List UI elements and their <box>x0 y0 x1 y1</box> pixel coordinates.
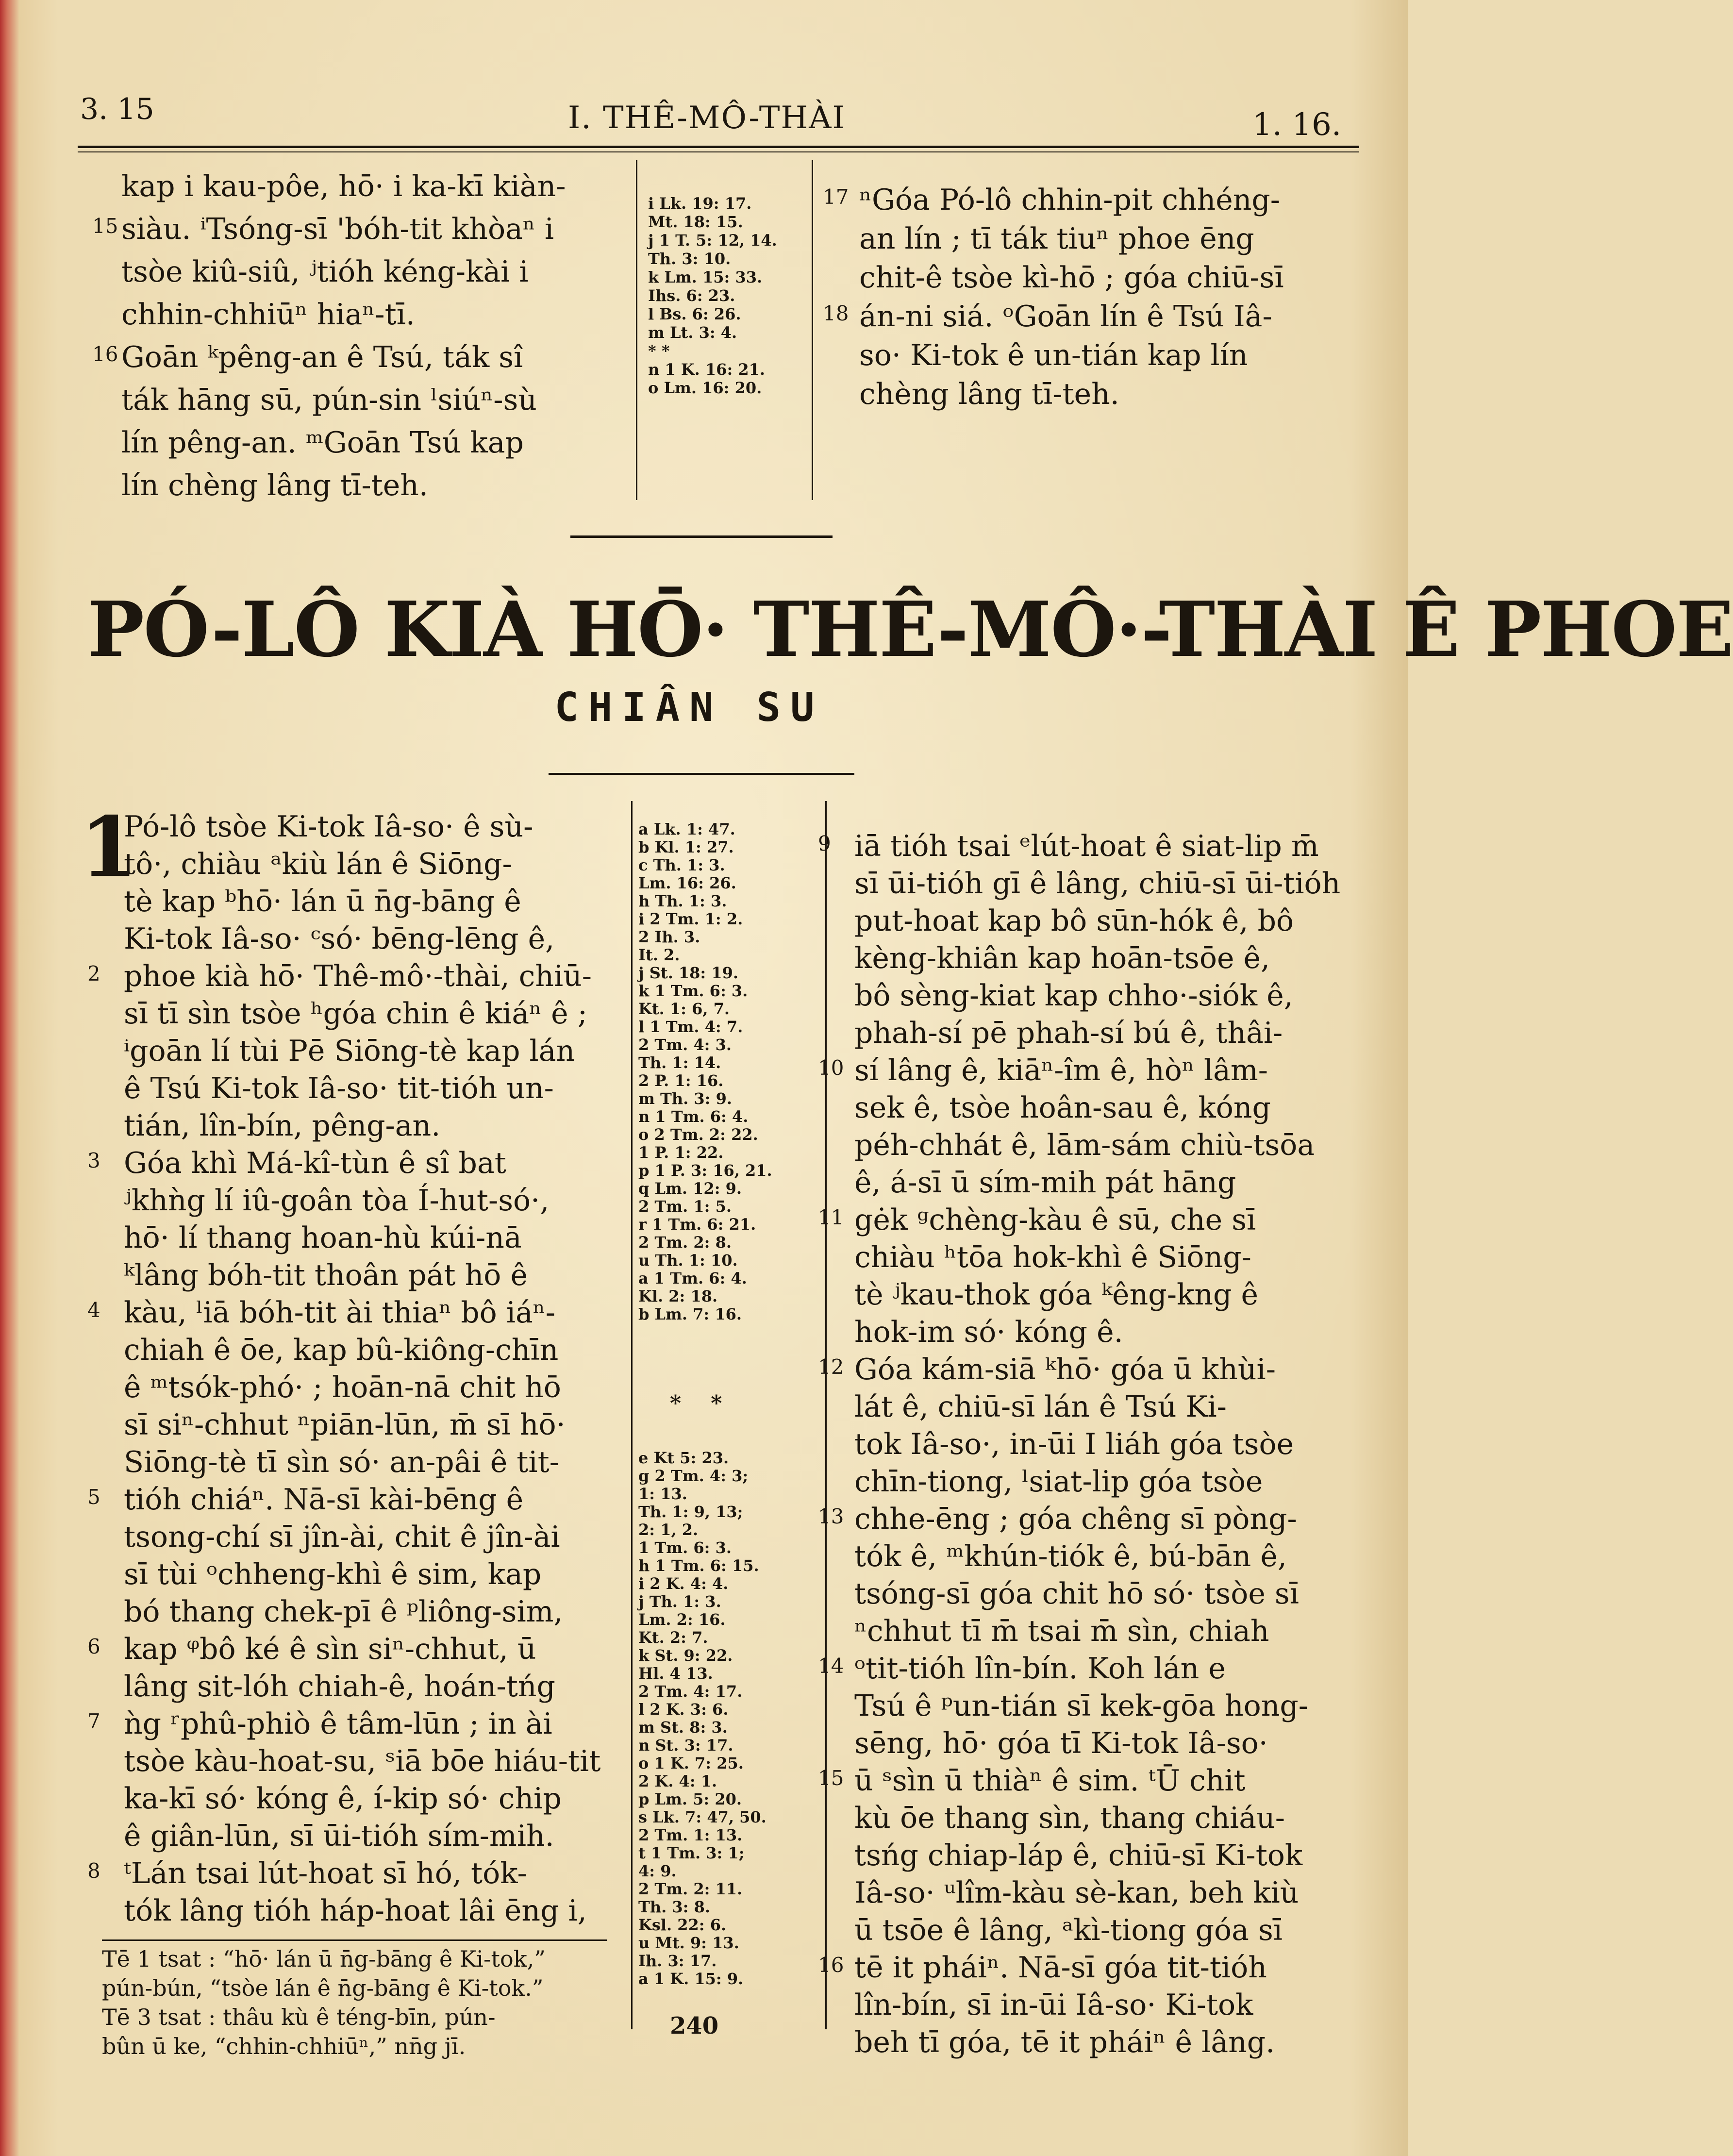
verse-text: ǹg ʳphû-phiò ê tâm-lūn ; in ài <box>124 1707 552 1741</box>
epistle-title: PÓ-LÔ KIÀ HŌ· THÊ-MÔ·-THÀI Ê PHOE <box>87 585 1733 674</box>
text-line <box>854 1314 1340 1351</box>
verse-text: sī siⁿ-chhut ⁿpiān-lūn, m̄ sī hō· <box>124 1408 566 1442</box>
cross-reference: k St. 9: 22. <box>638 1646 733 1665</box>
main-references-column-b <box>638 1449 767 1988</box>
cross-reference: i 2 Tm. 1: 2. <box>638 910 743 928</box>
text-line <box>854 977 1340 1015</box>
text-line <box>87 1145 600 1182</box>
verse-text: tióh chiáⁿ. Nā-sī kài-bēng ê <box>124 1483 524 1517</box>
text-line <box>124 1369 600 1406</box>
text-line <box>854 1463 1340 1501</box>
verse-text: án-ni siá. ᵒGoān lín ê Tsú Iâ- <box>859 300 1272 334</box>
text-line <box>818 1762 1340 1800</box>
cross-reference: j St. 18: 19. <box>638 964 739 982</box>
text-line <box>124 920 600 958</box>
verse-number: 15 <box>818 1766 844 1790</box>
cross-reference: 4: 9. <box>638 1862 677 1880</box>
text-line <box>121 293 566 336</box>
text-line <box>854 1239 1340 1276</box>
text-line <box>854 1688 1340 1725</box>
text-line <box>121 379 566 421</box>
cross-reference: m Th. 3: 9. <box>638 1089 732 1108</box>
verse-text: kap ᵠbô ké ê sìn siⁿ-chhut, ū <box>124 1632 536 1666</box>
verse-text: tsóng-sī góa chit hō só· tsòe sī <box>854 1577 1299 1611</box>
cross-reference: a 1 Tm. 6: 4. <box>638 1269 747 1287</box>
verse-text: ê Tsú Ki-tok Iâ-so· tit-tióh un- <box>124 1071 554 1105</box>
cross-reference: Ksl. 22: 6. <box>638 1916 727 1934</box>
text-line <box>124 1556 600 1593</box>
cross-reference: l Bs. 6: 26. <box>648 305 741 323</box>
cross-reference: 2 Tm. 1: 5. <box>638 1197 732 1216</box>
text-line <box>121 251 566 293</box>
verse-text: phah-sí pē phah-sí bú ê, thâi- <box>854 1016 1283 1050</box>
verse-text: chīn-tiong, ˡsiat-lip góa tsòe <box>854 1465 1263 1499</box>
verse-text: ᵗLán tsai lút-hoat sī hó, tók- <box>124 1856 527 1890</box>
verse-text: tsong-chí sī jîn-ài, chit ê jîn-ài <box>124 1520 560 1554</box>
verse-text: kù ōe thang sìn, thang chiáu- <box>854 1801 1285 1835</box>
footnote-line: pún-bún, “tsòe lán ê n̄g-bāng ê Ki-tok.” <box>102 1975 544 2001</box>
text-line <box>124 1593 600 1631</box>
verse-number: 10 <box>818 1056 844 1080</box>
verse-text: tók lâng tióh háp-hoat lâi ēng i, <box>124 1894 587 1928</box>
verse-text: sek ê, tsòe hoân-sau ê, kóng <box>854 1091 1271 1125</box>
footnote-line: Tē 3 tsat : thâu kù ê téng-bīn, pún- <box>102 2004 496 2030</box>
text-line <box>124 1406 600 1444</box>
text-line <box>859 258 1284 297</box>
top-references-column <box>648 194 777 397</box>
verse-number: 17 <box>823 185 849 209</box>
text-line <box>854 1613 1340 1650</box>
text-line <box>121 421 566 464</box>
verse-text: Tsú ê ᵖun-tián sī kek-gōa hong- <box>854 1689 1309 1723</box>
footnote-rule <box>102 1939 607 1941</box>
verse-number: 11 <box>818 1205 844 1229</box>
verse-text: siàu. ⁱTsóng-sī 'bóh-tit khòaⁿ i <box>121 212 554 246</box>
cross-reference: Kt. 1: 6, 7. <box>638 1000 730 1018</box>
main-right-column <box>818 828 1341 2061</box>
verse-text: tók ê, ᵐkhún-tiók ê, bú-bān ê, <box>854 1539 1287 1573</box>
cross-reference: Hl. 4 13. <box>638 1664 713 1683</box>
cross-reference: g 2 Tm. 4: 3; <box>638 1467 749 1485</box>
cross-reference: b Lm. 7: 16. <box>638 1305 742 1323</box>
text-line <box>92 336 566 379</box>
text-line <box>854 2024 1340 2061</box>
text-line <box>124 1070 600 1107</box>
cross-reference: p 1 P. 3: 16, 21. <box>638 1161 772 1180</box>
verse-text: ka-kī só· kóng ê, í-kip só· chip <box>124 1782 562 1816</box>
cross-reference: c Th. 1: 3. <box>638 856 725 874</box>
verse-text: tè ʲkau-thok góa ᵏêng-kng ê <box>854 1278 1258 1312</box>
text-line <box>818 1650 1340 1688</box>
cross-reference: 2 Tm. 1: 13. <box>638 1826 743 1844</box>
cross-reference: s Lk. 7: 47, 50. <box>638 1808 767 1826</box>
verse-text: lîn-bín, sī in-ūi Iâ-so· Ki-tok <box>854 1988 1253 2022</box>
cross-reference: n St. 3: 17. <box>638 1736 733 1755</box>
text-line <box>124 1519 600 1556</box>
verse-number: 6 <box>87 1635 100 1658</box>
verse-text: Góa kám-siā ᵏhō· góa ū khùi- <box>854 1353 1276 1387</box>
text-line <box>854 1837 1340 1874</box>
verse-text: sí lâng ê, kiāⁿ-îm ê, hòⁿ lâm- <box>854 1053 1268 1087</box>
verse-text: bô sèng-kiat kap chho·-siók ê, <box>854 979 1293 1013</box>
text-line <box>854 1388 1340 1426</box>
cross-reference: Mt. 18: 15. <box>648 213 743 231</box>
verse-text: gėk ᵍchèng-kàu ê sū, che sī <box>854 1203 1256 1237</box>
cross-reference: n 1 K. 16: 21. <box>648 360 766 379</box>
cross-reference: j Th. 1: 3. <box>638 1592 721 1611</box>
text-line <box>854 1987 1340 2024</box>
verse-number: 8 <box>87 1859 100 1883</box>
chapter-number: 1 <box>80 799 138 896</box>
epistle-subtitle: CHIÂN SU <box>554 685 824 731</box>
verse-text: chèng lâng tī-teh. <box>859 377 1119 411</box>
cross-reference: Kl. 2: 18. <box>638 1287 718 1305</box>
verse-text: péh-chhát ê, lām-sám chiù-tsōa <box>854 1128 1315 1162</box>
header-book-title: I. THÊ-MÔ-THÀI <box>568 100 846 136</box>
cross-reference: o Lm. 16: 20. <box>648 379 762 397</box>
main-left-column <box>87 808 601 1930</box>
header-chapter-verse-left: 3. 15 <box>80 92 154 126</box>
text-line <box>87 1294 600 1332</box>
header-rule-thin <box>78 151 1359 152</box>
header-rule-thick <box>78 146 1359 148</box>
text-line <box>121 464 566 507</box>
text-line <box>124 1257 600 1294</box>
cross-reference: h 1 Tm. 6: 15. <box>638 1556 759 1575</box>
cross-reference: b Kl. 1: 27. <box>638 838 734 856</box>
cross-reference: 2 Tm. 2: 11. <box>638 1880 743 1898</box>
cross-reference: m St. 8: 3. <box>638 1718 728 1737</box>
verse-text: chiah ê ōe, kap bû-kiông-chīn <box>124 1333 559 1367</box>
verse-text: Ki-tok Iâ-so· ᶜsó· bēng-lēng ê, <box>124 922 555 956</box>
top-ref-divider-left <box>636 160 637 500</box>
text-line <box>87 1481 600 1519</box>
verse-text: sēng, hō· góa tī Ki-tok Iâ-so· <box>854 1726 1268 1760</box>
verse-text: ták hāng sū, pún-sin ˡsiúⁿ-sù <box>121 383 537 417</box>
verse-text: sī tī sìn tsòe ʰgóa chin ê kiáⁿ ê ; <box>124 997 587 1031</box>
verse-number: 18 <box>823 301 849 325</box>
verse-text: lát ê, chiū-sī lán ê Tsú Ki- <box>854 1390 1227 1424</box>
verse-text: lín chèng lâng tī-teh. <box>121 468 428 502</box>
verse-text: tsòe kiû-siû, ʲtióh kéng-kài i <box>121 255 529 289</box>
text-line <box>87 1631 600 1668</box>
verse-text: tē it pháiⁿ. Nā-sī góa tit-tióh <box>854 1951 1267 1985</box>
top-right-column <box>823 181 1284 414</box>
verse-text: tè kap ᵇhō· lán ū n̄g-bāng ê <box>124 885 521 919</box>
cross-reference: Kt. 2: 7. <box>638 1628 708 1647</box>
text-line <box>818 1202 1340 1239</box>
cross-reference: Th. 3: 8. <box>638 1898 710 1916</box>
cross-reference: Lm. 2: 16. <box>638 1610 726 1629</box>
text-line <box>854 1127 1340 1164</box>
verse-number: 15 <box>92 214 118 238</box>
text-line <box>854 1164 1340 1202</box>
text-line <box>854 865 1340 903</box>
text-line <box>124 808 600 846</box>
cross-reference: 1 Tm. 6: 3. <box>638 1538 732 1557</box>
cross-reference: 1: 13. <box>638 1485 687 1503</box>
cross-reference: j 1 T. 5: 12, 14. <box>648 231 777 250</box>
text-line <box>854 1426 1340 1463</box>
text-line <box>854 1538 1340 1575</box>
verse-text: tok Iâ-so·, in-ūi I liáh góa tsòe <box>854 1427 1294 1461</box>
verse-text: ᵒtit-tióh lîn-bín. Koh lán e <box>854 1652 1226 1686</box>
verse-text: ⁿchhut tī m̄ tsai m̄ sìn, chiah <box>854 1614 1269 1648</box>
cross-reference: u Mt. 9: 13. <box>638 1934 739 1952</box>
verse-text: ê giân-lūn, sī ūi-tióh sím-mih. <box>124 1819 554 1853</box>
verse-text: hō· lí thang hoan-hù kúi-nā <box>124 1221 522 1255</box>
text-line <box>124 1444 600 1481</box>
cross-reference: Ihs. 6: 23. <box>648 286 735 305</box>
cross-reference: 2 Ih. 3. <box>638 928 700 946</box>
text-line <box>854 1800 1340 1837</box>
cross-reference: k Lm. 15: 33. <box>648 268 763 286</box>
cross-reference: q Lm. 12: 9. <box>638 1179 742 1198</box>
footnote-line: bûn ū ke, “chhin-chhiūⁿ,” nn̄g jī. <box>102 2033 466 2059</box>
verse-text: chhe-ēng ; góa chêng sī pòng- <box>854 1502 1297 1536</box>
text-line <box>859 375 1284 414</box>
cross-reference: It. 2. <box>638 946 680 964</box>
verse-number: 5 <box>87 1485 100 1509</box>
verse-text: ê, á-sī ū sím-mih pát hāng <box>854 1166 1236 1200</box>
text-line <box>124 1892 600 1930</box>
cross-reference: m Lt. 3: 4. <box>648 323 737 342</box>
text-line <box>124 1220 600 1257</box>
verse-number: 13 <box>818 1504 844 1528</box>
cross-reference: l 2 K. 3: 6. <box>638 1700 729 1719</box>
verse-number: 16 <box>92 342 118 366</box>
text-line <box>823 181 1284 219</box>
cross-reference: Th. 1: 14. <box>638 1053 721 1072</box>
footnote-line: Tē 1 tsat : “hō· lán ū n̄g-bāng ê Ki-tok,” <box>102 1946 546 1972</box>
verse-text: chiàu ʰtōa hok-khì ê Siōng- <box>854 1240 1251 1274</box>
cross-reference: n 1 Tm. 6: 4. <box>638 1107 749 1126</box>
verse-text: ʲkhǹg lí iû-goân tòa Í-hut-só·, <box>124 1184 550 1218</box>
verse-text: ᵏlâng bóh-tit thoân pát hō ê <box>124 1258 528 1292</box>
cross-reference: Th. 1: 9, 13; <box>638 1503 743 1521</box>
text-line <box>854 1575 1340 1613</box>
references-separator: * * <box>670 1391 722 1416</box>
text-line <box>121 165 566 208</box>
verse-text: ê ᵐtsók-phó· ; hoān-nā chit hō <box>124 1370 561 1404</box>
cross-reference: p Lm. 5: 20. <box>638 1790 742 1808</box>
cross-reference: a 1 K. 15: 9. <box>638 1970 744 1988</box>
cross-reference: r 1 Tm. 6: 21. <box>638 1215 756 1234</box>
text-line <box>854 1874 1340 1912</box>
cross-reference: 2 P. 1: 16. <box>638 1071 724 1090</box>
verse-text: ū tsōe ê lâng, ᵃkì-tiong góa sī <box>854 1913 1283 1947</box>
verse-text: ⁱgoān lí tùi Pē Siōng-tè kap lán <box>124 1034 575 1068</box>
text-line <box>818 828 1340 865</box>
cross-reference: h Th. 1: 3. <box>638 892 727 910</box>
text-line <box>87 1855 600 1892</box>
text-line <box>124 1182 600 1220</box>
cross-reference: i 2 K. 4: 4. <box>638 1574 729 1593</box>
verse-number: 14 <box>818 1654 844 1678</box>
text-line <box>124 1780 600 1818</box>
cross-reference: 1 P. 1: 22. <box>638 1143 724 1162</box>
text-line <box>854 903 1340 940</box>
text-line <box>124 883 600 920</box>
verse-text: iā tióh tsai ᵉlút-hoat ê siat-lip m̄ <box>854 829 1319 863</box>
cross-reference: u Th. 1: 10. <box>638 1251 738 1270</box>
verse-text: tián, lîn-bín, pêng-an. <box>124 1109 441 1143</box>
verse-text: an lín ; tī ták tiuⁿ phoe ēng <box>859 222 1254 256</box>
verse-text: chit-ê tsòe kì-hō ; góa chiū-sī <box>859 261 1284 295</box>
verse-number: 4 <box>87 1298 100 1322</box>
verse-text: ⁿGóa Pó-lô chhin-pit chhéng- <box>859 183 1281 217</box>
cross-reference: t 1 Tm. 3: 1; <box>638 1844 745 1862</box>
cross-reference: Lm. 16: 26. <box>638 874 736 892</box>
verse-text: Pó-lô tsòe Ki-tok Iâ-so· ê sù- <box>124 810 533 844</box>
main-ref-divider-left <box>631 801 633 2029</box>
text-line <box>124 1818 600 1855</box>
verse-number: 9 <box>818 832 831 855</box>
top-left-column <box>92 165 566 507</box>
verse-text: tsńg chiap-láp ê, chiū-sī Ki-tok <box>854 1838 1303 1872</box>
cross-reference: * * <box>648 342 670 360</box>
verse-number: 16 <box>818 1953 844 1977</box>
text-line <box>859 336 1284 375</box>
cross-reference: 2 K. 4: 1. <box>638 1772 717 1790</box>
text-line <box>124 1107 600 1145</box>
text-line <box>818 1949 1340 1987</box>
verse-text: put-hoat kap bô sūn-hók ê, bô <box>854 904 1294 938</box>
text-line <box>854 1725 1340 1762</box>
verse-text: sī tùi ᵒchheng-khì ê sim, kap <box>124 1557 542 1591</box>
top-ref-divider-right <box>812 160 813 500</box>
verse-text: kàu, ˡiā bóh-tit ài thiaⁿ bô iáⁿ- <box>124 1296 556 1330</box>
verse-number: 7 <box>87 1709 100 1733</box>
text-line <box>818 1501 1340 1538</box>
verse-text: sī ūi-tióh gī ê lâng, chiū-sī ūi-tióh <box>854 867 1341 901</box>
cross-reference: l 1 Tm. 4: 7. <box>638 1018 743 1036</box>
text-line <box>87 958 600 995</box>
cross-reference: a Lk. 1: 47. <box>638 820 735 838</box>
main-references-column-a <box>638 820 772 1323</box>
verse-text: ū ˢsìn ū thiàⁿ ê sim. ᵗŪ chit <box>854 1764 1246 1798</box>
text-line <box>92 208 566 251</box>
cross-reference: 2 Tm. 4: 17. <box>638 1682 743 1701</box>
main-ref-divider-right <box>825 801 827 2029</box>
cross-reference: 2 Tm. 4: 3. <box>638 1036 732 1054</box>
text-line <box>854 1089 1340 1127</box>
verse-text: kèng-khiân kap hoān-tsōe ê, <box>854 941 1270 975</box>
verse-text: hok-im só· kóng ê. <box>854 1315 1123 1349</box>
text-line <box>124 846 600 883</box>
text-line <box>124 1332 600 1369</box>
verse-text: Góa khì Má-kî-tùn ê sî bat <box>124 1146 506 1180</box>
text-line <box>854 940 1340 977</box>
cross-reference: 2: 1, 2. <box>638 1521 699 1539</box>
title-rule <box>549 773 854 775</box>
verse-text: beh tī góa, tē it pháiⁿ ê lâng. <box>854 2025 1275 2059</box>
text-line <box>124 1033 600 1070</box>
page-number: 240 <box>670 2012 719 2039</box>
cross-reference: e Kt 5: 23. <box>638 1449 729 1467</box>
verse-text: bó thang chek-pī ê ᵖliông-sim, <box>124 1595 563 1629</box>
verse-number: 3 <box>87 1149 100 1172</box>
verse-number: 2 <box>87 962 100 986</box>
text-line <box>124 995 600 1033</box>
verse-text: chhin-chhiūⁿ hiaⁿ-tī. <box>121 298 415 332</box>
cross-reference: Th. 3: 10. <box>648 250 731 268</box>
cross-reference: i Lk. 19: 17. <box>648 194 752 213</box>
cross-reference: Ih. 3: 17. <box>638 1952 717 1970</box>
verse-text: lâng sit-lóh chiah-ê, hoán-tńg <box>124 1670 555 1704</box>
section-separator <box>570 535 833 538</box>
verse-text: Siōng-tè tī sìn só· an-pâi ê tit- <box>124 1445 559 1479</box>
verse-text: tô·, chiàu ᵃkiù lán ê Siōng- <box>124 847 512 881</box>
text-line <box>124 1743 600 1780</box>
verse-text: Iâ-so· ᵘlîm-kàu sè-kan, beh kiù <box>854 1876 1299 1910</box>
verse-text: kap i kau-pôe, hō· i ka-kī kiàn- <box>121 169 566 203</box>
verse-text: Goān ᵏpêng-an ê Tsú, ták sî <box>121 340 523 374</box>
text-line <box>823 297 1284 336</box>
cross-reference: o 1 K. 7: 25. <box>638 1754 744 1772</box>
header-chapter-verse-right: 1. 16. <box>1252 107 1342 143</box>
cross-reference: o 2 Tm. 2: 22. <box>638 1125 758 1144</box>
verse-text: phoe kià hō· Thê-mô·-thài, chiū- <box>124 959 592 993</box>
verse-number: 12 <box>818 1355 844 1379</box>
text-line <box>124 1668 600 1705</box>
cross-reference: k 1 Tm. 6: 3. <box>638 982 748 1000</box>
text-line <box>87 1705 600 1743</box>
cross-reference: 2 Tm. 2: 8. <box>638 1233 732 1252</box>
verse-text: so· Ki-tok ê un-tián kap lín <box>859 338 1248 372</box>
text-line <box>854 1015 1340 1052</box>
verse-text: tsòe kàu-hoat-su, ˢiā bōe hiáu-tit <box>124 1744 601 1778</box>
text-line <box>818 1351 1340 1388</box>
footnotes <box>102 1944 546 2061</box>
text-line <box>854 1912 1340 1949</box>
text-line <box>859 219 1284 258</box>
text-line <box>818 1052 1340 1089</box>
verse-text: lín pêng-an. ᵐGoān Tsú kap <box>121 426 524 460</box>
text-line <box>854 1276 1340 1314</box>
